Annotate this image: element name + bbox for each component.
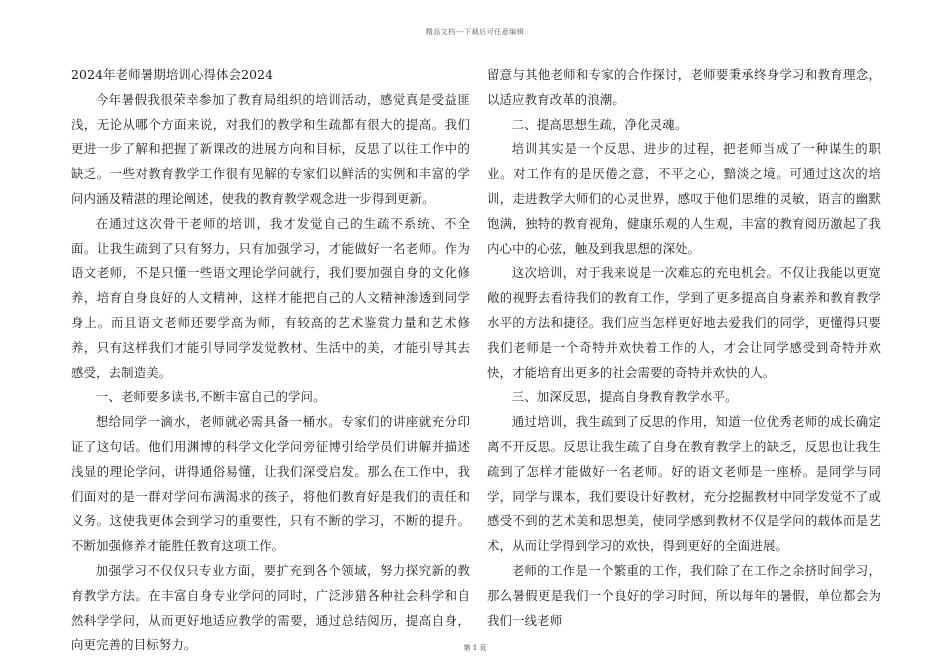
paragraph: 想给同学一滴水，老师就必需具备一桶水。专家们的讲座就充分印证了这句话。他们用渊博的科学文化学问旁征博引给学员们讲解并描述浅显的理论学问，讲得通俗易懂，让我们深受启发。那么在工作中，我们面对的是一群对学问布满渴求的孩子，将他们教育好是我们的责任和义务。这使我更体会到学习的重要性，只有不断的学习，不断的提升。不断加强修养才能胜任教育这项工作。 xyxy=(71,414,470,554)
paragraph: 这次培训，对于我来说是一次难忘的充电机会。不仅让我能以更宽敞的视野去看待我们的教育工作，学到了更多提高自身素养和教育教学水平的方法和捷径。我们应当怎样更好地去爱我们的同学，更懂得只要我们老师是一个奇特并欢快着工作的人，才会让同学感受到奇特并欢快，才能培育出更多的社会需要的奇特并欢快的人。 xyxy=(487,265,881,380)
paragraph: 在通过这次骨干老师的培训，我才发觉自己的生疏不系统、不全面。让我生疏到了只有努力，只有加强学习，才能做好一名老师。作为语文老师，不是只懂一些语文理论学问就行，我们要加强自身的文化修养，培育自身良好的人文精神，这样才能把自己的人文精神渗透到同学身上。而且语文老师还要学高为师，有较高的艺术鉴赏力量和艺术修养，只有这样我们才能引导同学发觉教材、生活中的美，才能引导其去感受，去制造美。 xyxy=(71,215,470,380)
paragraph: 老师的工作是一个繁重的工作，我们除了在工作之余挤时间学习，那么暑假更是我们一个良好的学习时间，所以每年的暑假，单位都会为我们一线老师 xyxy=(487,562,881,628)
page-header: 精品文档---下载后可任意编辑 xyxy=(425,28,525,36)
paragraph: 今年暑假我很荣幸参加了教育局组织的培训活动，感觉真是受益匪浅，无论从哪个方面来说，对我们的教学和生疏都有很大的提高。我们更进一步了解和把握了新课改的进展方向和目标，反思了以往工作中的缺乏。一些对教育教学工作很有见解的专家们以鲜活的实例和丰富的学问内涵及精湛的理论阐述，使我的教育教学观念进一步得到更新。 xyxy=(71,91,470,206)
paragraph: 通过培训，我生疏到了反思的作用，知道一位优秀老师的成长确定离不开反思。反思让我生疏了自身在教育教学上的缺乏，反思也让我生疏到了怎样才能做好一名老师。好的语文老师是一座桥。是同学与同学，同学与课本，我们要设计好教材，充分挖掘教材中同学发觉不了或感受不到的艺术美和思想美，使同学感到教材不仅是学问的载体而是艺术，从而让学得到学习的欢快，得到更好的全面进展。 xyxy=(487,414,881,554)
paragraph-continuation: 留意与其他老师和专家的合作探讨，老师要秉承终身学习和教育理念，以适应教育改革的浪潮。 xyxy=(487,67,881,107)
left-column xyxy=(71,63,470,658)
paragraph: 培训其实是一个反思、进步的过程，把老师当成了一种谋生的职业。对工作有的是厌倦之意，不平之心，黯淡之境。可通过这次的培训，走进教学大师们的心灵世界，感叹于他们思维的灵敏，语言的幽默饱满，独特的教育视角，健康乐观的人生观，丰富的教育阅历激起了我内心中的心弦，触及到我思想的深处。 xyxy=(487,141,881,256)
paragraph: 加强学习不仅仅只专业方面，要扩充到各个领域，努力探究新的教育教学方法。在丰富自身专业学问的同时，广泛涉猎各种社会科学和自然科学学问，从而更好地适应教学的需要，通过总结阅历，提高自身，向更完善的目标努力。 xyxy=(71,562,470,653)
right-column xyxy=(487,63,881,633)
page-number: 第 1 页 xyxy=(463,644,487,652)
section-heading: 一、老师要多读书,不断丰富自己的学问。 xyxy=(95,389,326,405)
section-heading: 二、提高思想生疏，净化灵魂。 xyxy=(511,116,688,132)
section-heading: 三、加深反思，提高自身教育教学水平。 xyxy=(511,389,738,405)
document-title: 2024年老师暑期培训心得体会2024 xyxy=(71,67,274,82)
